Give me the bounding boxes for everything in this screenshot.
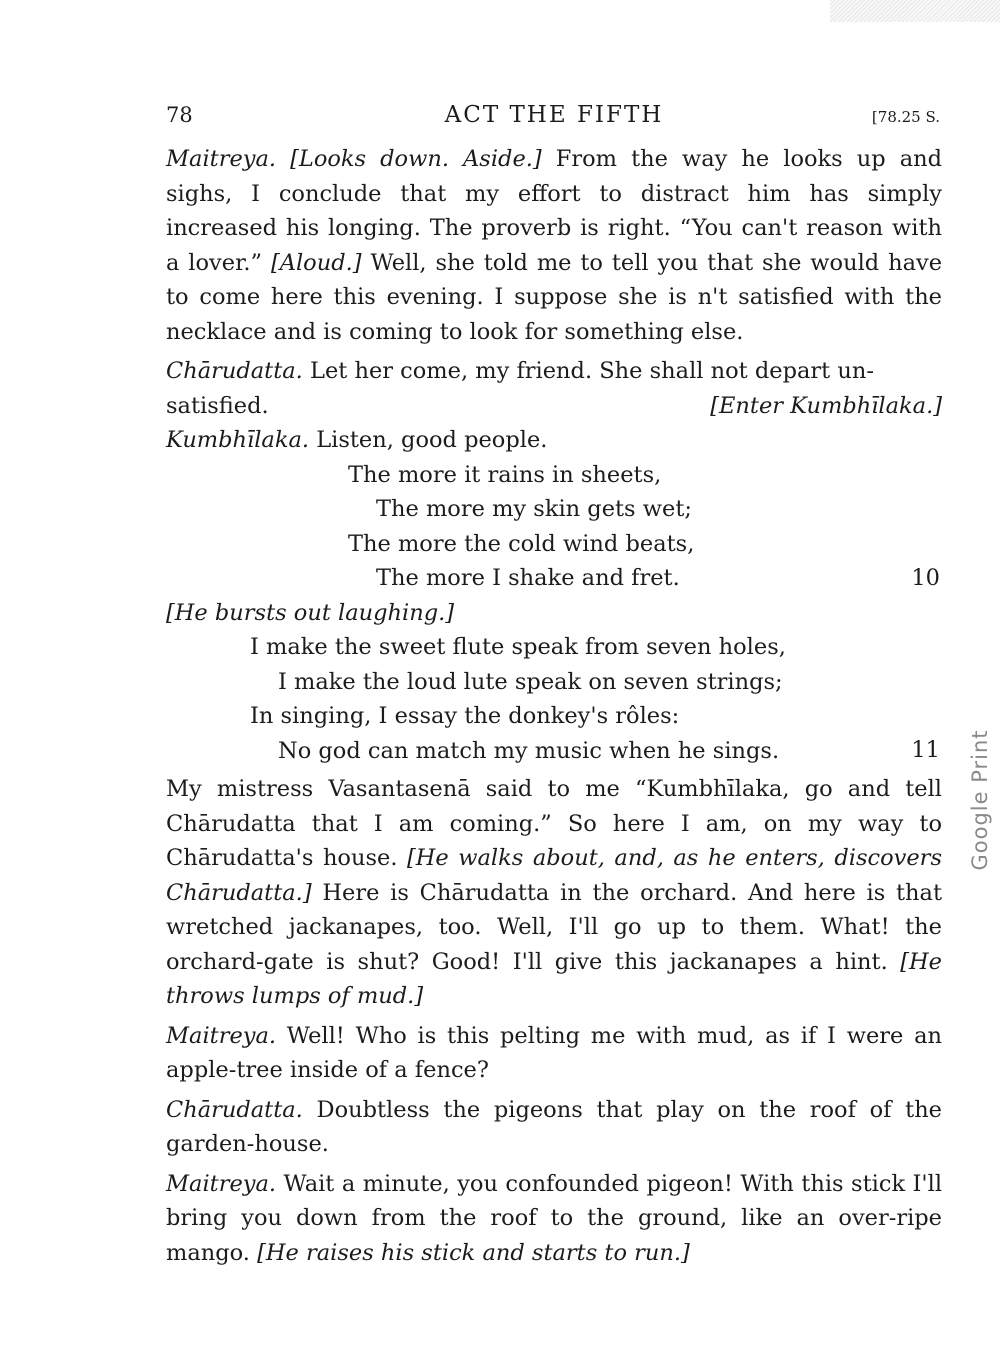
speech-line — [166, 354, 942, 389]
speech-line — [166, 389, 942, 424]
stage-direction: [Enter Kumbhīlaka.] — [710, 392, 942, 419]
paragraph-maitreya-2 — [166, 1019, 942, 1088]
speaker-name: Chārudatta. — [166, 1096, 303, 1123]
watermark-text: Google Print — [968, 729, 992, 871]
section-reference: [78.25 S. — [871, 108, 940, 126]
speech-text: Let her come, my friend. She shall not depart un- — [310, 358, 874, 384]
speaker-name: Kumbhīlaka. — [166, 427, 310, 453]
page-number: 78 — [166, 103, 193, 127]
stage-direction-laugh — [166, 596, 942, 631]
speaker-name: Maitreya. — [166, 1022, 277, 1049]
verse-11 — [166, 630, 942, 768]
paragraph-charudatta-2 — [166, 1093, 942, 1162]
verse-number: 10 — [911, 564, 940, 591]
running-title: ACT THE FIFTH — [444, 102, 664, 128]
verse-line: The more the cold wind beats, — [348, 530, 695, 557]
speaker-name: Maitreya. — [166, 1170, 277, 1197]
speech-text: Doubtless the pigeons that play on the roof of the garden-house. — [166, 1096, 942, 1157]
verse-10 — [166, 458, 942, 596]
verse-line: In singing, I essay the donkey's rôles: — [250, 703, 680, 729]
verse-line: No god can match my music when he sings. — [278, 737, 780, 764]
paragraph-charudatta-1 — [166, 354, 942, 423]
speech-text: Well, she told me to tell you that she would have to come here this evening. I suppose she is n't satisfied with the necklace and is coming to look for something else. — [166, 249, 943, 345]
speech-text: Here is Chārudatta in the orchard. And here is that wretched jackanapes, too. Well, I'll go up to them. What! the orchard-gate is shut? Good! I'll give this jackanapes a hint. — [166, 879, 942, 975]
speech-text: From the way he looks up and sighs, I conclude that my effort to distract him has simply increased his longing. The proverb is right. “You can't reason with a lover.” — [166, 146, 943, 276]
paragraph-maitreya-1 — [166, 142, 942, 349]
page-header — [166, 98, 942, 132]
stage-direction: [He walks about, and, as he enters, discovers Chārudatta.] — [166, 845, 942, 906]
stage-direction: [He raises his stick and starts to run.] — [257, 1239, 690, 1266]
google-print-watermark — [968, 710, 992, 890]
speech-text: Well! Who is this pelting me with mud, as if I were an apple-tree inside of a fence? — [166, 1022, 942, 1083]
verse-line: I make the loud lute speak on seven strings; — [278, 668, 783, 695]
scan-corner-artifact — [830, 0, 1000, 22]
stage-direction: [He bursts out laughing.] — [166, 599, 455, 626]
speech-text: Wait a minute, you confounded pigeon! With this stick I'll bring you down from the roof to the ground, like an over-ripe mango. — [166, 1170, 943, 1266]
speaker-name: Maitreya. — [166, 146, 277, 172]
verse-line: The more my skin gets wet; — [376, 496, 692, 522]
stage-direction: [Aloud.] — [270, 249, 362, 276]
speech-text: Listen, good people. — [316, 427, 548, 453]
verse-line: The more I shake and fret. — [376, 565, 680, 591]
paragraph-maitreya-3 — [166, 1167, 942, 1271]
speech-text: satisfied. — [166, 392, 269, 419]
paragraph-kumbhilaka-2 — [166, 772, 942, 1014]
stage-direction: [He throws lumps of mud.] — [166, 948, 942, 1009]
book-page — [166, 98, 942, 1270]
verse-line: I make the sweet flute speak from seven holes, — [250, 634, 786, 660]
paragraph-kumbhilaka-1 — [166, 423, 942, 458]
stage-direction: [Looks down. Aside.] — [290, 146, 542, 172]
verse-line: The more it rains in sheets, — [348, 461, 662, 488]
verse-number: 11 — [911, 737, 940, 763]
speech-text: My mistress Vasantasenā said to me “Kumbhīlaka, go and tell Chārudatta that I am coming.” So here I am, on my way to Chārudatta's house. — [166, 776, 942, 871]
speaker-name: Chārudatta. — [166, 358, 303, 384]
